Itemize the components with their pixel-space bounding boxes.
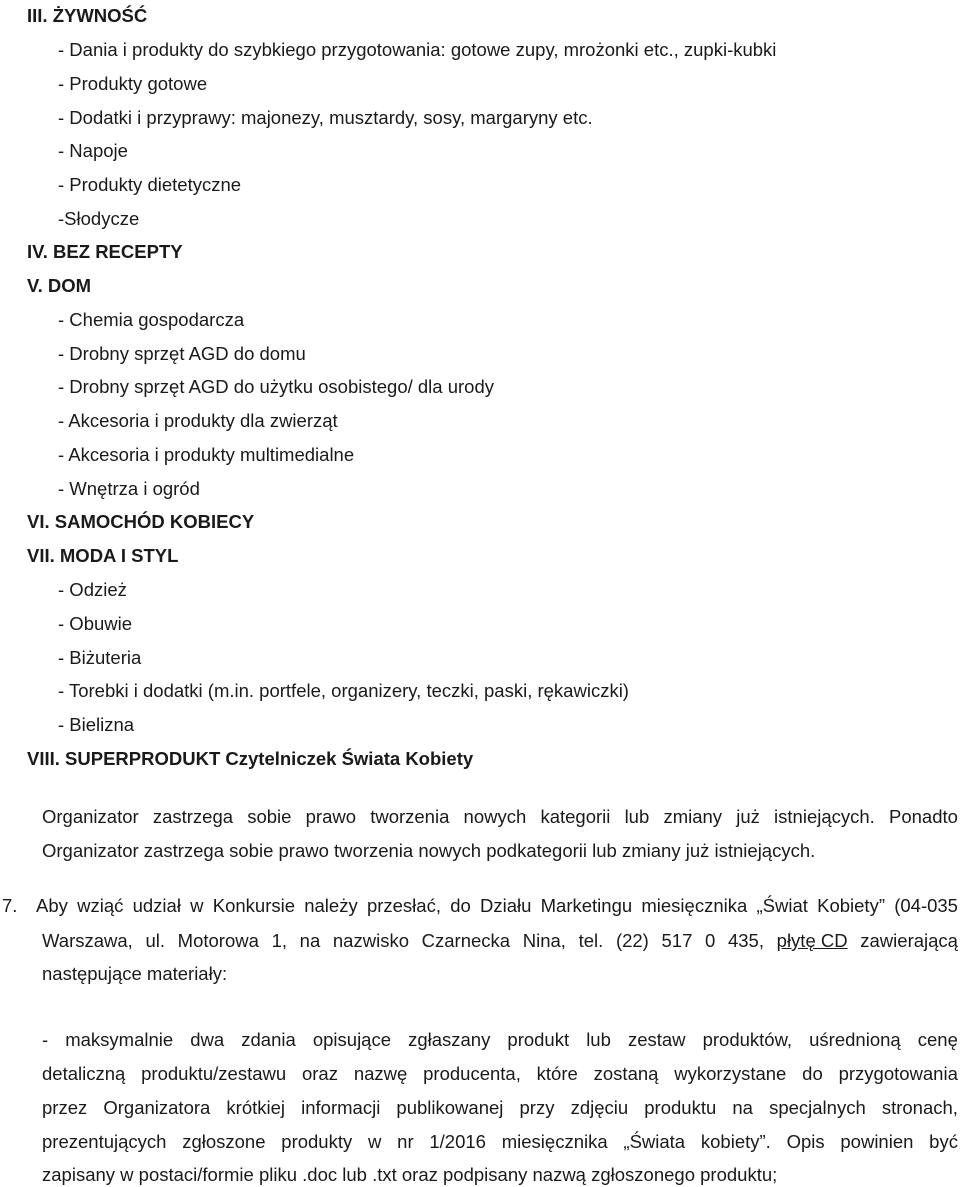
word: wykorzystane <box>674 1063 787 1084</box>
word: producenta, <box>423 1063 521 1084</box>
point7-line <box>36 894 958 918</box>
word: zestaw <box>627 1029 686 1050</box>
word: - <box>42 1029 49 1050</box>
list-item: - Biżuteria <box>58 647 142 668</box>
word: prawo <box>305 806 357 827</box>
word: „Świata <box>623 1131 686 1152</box>
word: zdjęciu <box>570 1097 629 1118</box>
word: maksymalnie <box>65 1029 174 1050</box>
word: płytę CD <box>776 930 848 951</box>
section-heading-otc: IV. BEZ RECEPTY <box>27 241 183 262</box>
word: istniejących. <box>774 806 875 827</box>
word: które <box>536 1063 578 1084</box>
word: zgłaszany <box>408 1029 491 1050</box>
word: Organizatora <box>103 1097 211 1118</box>
word: Organizator <box>42 806 139 827</box>
word: krótkiej <box>226 1097 286 1118</box>
materials-line <box>42 1028 958 1052</box>
word: zdania <box>241 1029 296 1050</box>
word: Działu <box>479 895 532 916</box>
list-item: -Słodycze <box>58 208 140 229</box>
word: publikowanej <box>396 1097 504 1118</box>
organizer-note-line: Organizator zastrzega sobie prawo tworzenia nowych podkategorii lub zmiany już istniejących. <box>42 840 816 861</box>
word: Czarnecka <box>421 930 511 951</box>
word: Kobiety” <box>817 895 885 916</box>
word: przygotowania <box>838 1063 958 1084</box>
word: ul. <box>145 930 166 951</box>
word: 435, <box>727 930 764 951</box>
point7-line <box>42 929 958 953</box>
list-item: - Torebki i dodatki (m.in. portfele, organizery, teczki, paski, rękawiczki) <box>58 680 629 701</box>
word: zastrzega <box>152 806 234 827</box>
word: lub <box>586 1029 611 1050</box>
word: wziąć <box>77 895 124 916</box>
list-item: - Odzież <box>58 579 127 600</box>
word: produkty <box>281 1131 353 1152</box>
list-item: - Produkty gotowe <box>58 73 208 94</box>
word: (04-035 <box>894 895 958 916</box>
word: (22) <box>615 930 649 951</box>
word: produkt <box>507 1029 570 1050</box>
materials-line: zapisany w postaci/formie pliku .doc lub .txt oraz podpisany nazwą zgłoszonego produktu; <box>42 1164 778 1185</box>
word: tel. <box>578 930 604 951</box>
word: nr <box>397 1131 414 1152</box>
list-item: - Produkty dietetyczne <box>58 174 242 195</box>
list-item: - Drobny sprzęt AGD do domu <box>58 343 306 364</box>
list-item: - Napoje <box>58 140 128 161</box>
word: detaliczną <box>42 1063 126 1084</box>
point-number: 7. <box>2 895 18 916</box>
list-item: - Akcesoria i produkty multimedialne <box>58 444 355 465</box>
word: przy <box>519 1097 555 1118</box>
word: na <box>299 930 321 951</box>
point7-line: następujące materiały: <box>42 963 228 984</box>
word: nazwę <box>353 1063 408 1084</box>
word: być <box>929 1131 958 1152</box>
word: w <box>368 1131 382 1152</box>
word: tworzenia <box>370 806 450 827</box>
word: dwa <box>190 1029 225 1050</box>
word: produktu/zestawu <box>141 1063 287 1084</box>
section-heading-home: V. DOM <box>27 275 92 296</box>
section-heading-car: VI. SAMOCHÓD KOBIECY <box>27 511 255 532</box>
word: zgłoszone <box>182 1131 266 1152</box>
word: do <box>802 1063 823 1084</box>
word: Nina, <box>522 930 566 951</box>
word: przez <box>42 1097 88 1118</box>
section-heading-superproduct: VIII. SUPERPRODUKT Czytelniczek Świata Kobiety <box>27 748 474 769</box>
word: Opis <box>786 1131 825 1152</box>
list-item: - Akcesoria i produkty dla zwierząt <box>58 410 338 431</box>
word: specjalnych <box>769 1097 866 1118</box>
word: Marketingu <box>540 895 633 916</box>
list-item: - Drobny sprzęt AGD do użytku osobistego/ dla urody <box>58 376 494 397</box>
word: już <box>736 806 760 827</box>
word: produktów, <box>702 1029 793 1050</box>
word: do <box>450 895 471 916</box>
word: Konkursie <box>212 895 296 916</box>
word: prezentujących <box>42 1131 167 1152</box>
list-item: - Dodatki i przyprawy: majonezy, musztardy, sosy, margaryny etc. <box>58 107 593 128</box>
word: na <box>732 1097 753 1118</box>
word: przesłać, <box>366 895 441 916</box>
word: opisujące <box>312 1029 392 1050</box>
section-heading-fashion: VII. MODA I STYL <box>27 545 179 566</box>
word: produktu <box>644 1097 717 1118</box>
word: nazwisko <box>332 930 409 951</box>
word: 0 <box>705 930 716 951</box>
word: 1, <box>271 930 287 951</box>
word: oraz <box>301 1063 338 1084</box>
word: zostaną <box>593 1063 659 1084</box>
word: miesięcznika <box>501 1131 608 1152</box>
word: 1/2016 <box>429 1131 486 1152</box>
word: cenę <box>917 1029 958 1050</box>
word: Ponadto <box>888 806 958 827</box>
word: Warszawa, <box>42 930 133 951</box>
list-item: - Wnętrza i ogród <box>58 478 200 499</box>
word: lub <box>624 806 650 827</box>
list-item: - Dania i produkty do szybkiego przygotowania: gotowe zupy, mrożonki etc., zupki-kubki <box>58 39 777 60</box>
section-heading-food: III. ŻYWNOŚĆ <box>27 5 148 26</box>
word: „Świat <box>756 895 808 916</box>
word: sobie <box>247 806 292 827</box>
materials-line <box>42 1096 958 1120</box>
word: należy <box>304 895 358 916</box>
word: Aby <box>36 895 68 916</box>
word: kategorii <box>540 806 611 827</box>
materials-line <box>42 1062 958 1086</box>
list-item: - Obuwie <box>58 613 133 634</box>
word: kobiety”. <box>700 1131 771 1152</box>
list-item: - Chemia gospodarcza <box>58 309 245 330</box>
word: nowych <box>463 806 527 827</box>
word: powinien <box>840 1131 914 1152</box>
list-item: - Bielizna <box>58 714 135 735</box>
materials-line <box>42 1130 958 1154</box>
organizer-note-line <box>42 805 958 829</box>
word: w <box>190 895 204 916</box>
word: informacji <box>301 1097 381 1118</box>
word: zawierającą <box>860 930 958 951</box>
word: stronach, <box>881 1097 958 1118</box>
word: uśrednioną <box>809 1029 901 1050</box>
word: udział <box>132 895 181 916</box>
word: Motorowa <box>177 930 259 951</box>
word: miesięcznika <box>641 895 748 916</box>
word: 517 <box>661 930 693 951</box>
word: zmiany <box>663 806 723 827</box>
